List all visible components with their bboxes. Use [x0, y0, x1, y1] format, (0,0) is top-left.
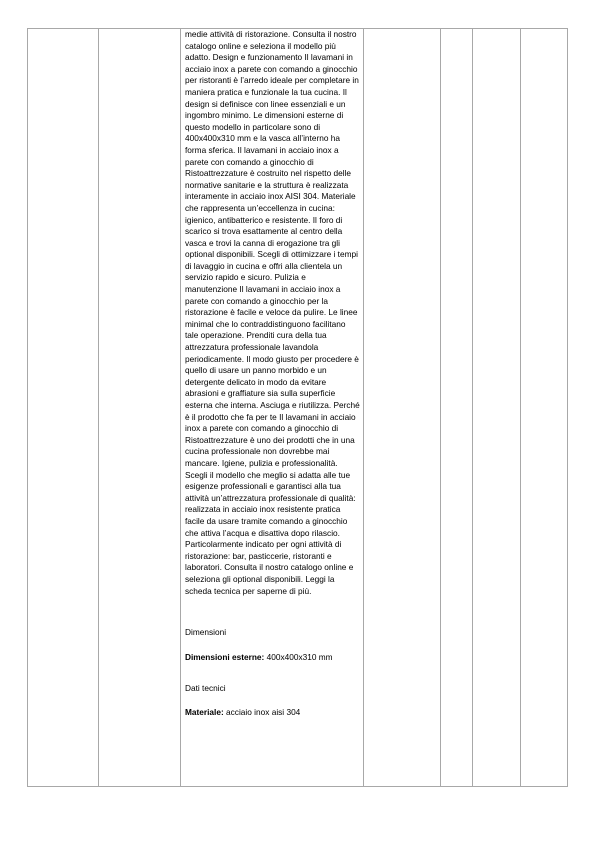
- dimensions-line: [185, 652, 360, 664]
- dimensions-value: 400x400x310 mm: [266, 651, 333, 662]
- table-cell-code: [28, 29, 99, 787]
- table-row: [28, 29, 568, 787]
- technical-heading: Dati tecnici: [185, 683, 226, 694]
- dimensions-label: Dimensioni esterne:: [185, 651, 265, 662]
- material-label: Materiale:: [185, 706, 224, 717]
- product-description: medie attività di ristorazione. Consulta il nostro catalogo online e seleziona il modello più adatto. Design e funzionamento Il lavamani in acciaio inox a parete con comando a ginocchio per ristoranti è l’arredo ideale per completare in maniera pratica e funzionale la tua cucina. Il design si definisce con linee essenziali e un ingombro minimo. Le dimensioni esterne di questo modello in particolare sono di 400x400x310 mm e la vasca all’interno ha forma sferica. Il lavamani in acciaio inox a parete con comando a ginocchio di Ristoattrezzature è costruito nel rispetto delle normative sanitarie e la struttura è realizzata interamente in acciaio inox AISI 304. Materiale che rappresenta un’eccellenza in cucina: igienico, antibatterico e resistente. Il foro di scarico si trova esattamente al centro della vasca e trovi la canna di erogazione tra gli optional disponibili. Scegli di ottimizzare i tempi di lavaggio in cucina e offri alla clientela un servizio rapido e sicuro. Pulizia e manutenzione Il lavamani in acciaio inox a parete con comando a ginocchio per la ristorazione è facile e veloce da pulire. Le linee minimal che lo contraddistinguono facilitano tale operazione. Prenditi cura della tua attrezzatura professionale lavandola periodicamente. Il modo giusto per procedere è quello di usare un panno morbido e un detergente delicato in modo da evitare abrasioni e graffiature sia sulla superficie esterna che interna. Asciuga e riutilizza. Perché è il prodotto che fa per te Il lavamani in acciaio inox a parete con comando a ginocchio di Ristoattrezzature è uno dei prodotti che in una cucina professionale non dovrebbe mai mancare. Igiene, pulizia e professionalità. Scegli il modello che meglio si adatta alle tue esigenze professionali e garantisci alla tua attività un’attrezzatura professionale di qualità: realizzata in acciaio inox resistente pratica facile da usare tramite comando a ginocchio che attiva l’acqua e disattiva dopo rilascio. Particolarmente indicato per ogni attività di ristorazione: bar, pasticcerie, ristoranti e laboratori. Consulta il nostro catalogo online e seleziona gli optional disponibili. Leggi la scheda tecnica per saperne di più.: [185, 29, 360, 596]
- table-cell-extra-1: [364, 29, 441, 787]
- table-cell-description: [181, 29, 364, 787]
- material-line: [185, 707, 360, 719]
- material-value: acciaio inox aisi 304: [226, 706, 301, 717]
- table-cell-extra-3: [473, 29, 521, 787]
- table-cell-extra-2: [441, 29, 473, 787]
- table-cell-image: [99, 29, 181, 787]
- table-cell-extra-4: [521, 29, 568, 787]
- product-table: [27, 28, 568, 787]
- dimensions-heading: Dimensioni: [185, 627, 227, 638]
